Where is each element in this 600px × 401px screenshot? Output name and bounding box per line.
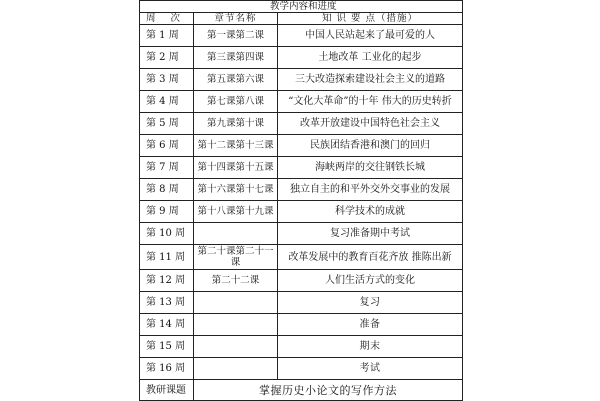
week-cell: 第 1 周 xyxy=(140,25,194,47)
points-cell: 复习准备期中考试 xyxy=(278,223,463,245)
table-row xyxy=(140,314,463,336)
chapter-cell: 第三课第四课 xyxy=(194,47,278,69)
week-cell: 第 13 周 xyxy=(140,292,194,314)
header-week: 周 次 xyxy=(140,13,194,25)
table-row xyxy=(140,358,463,380)
chapter-cell: 第五课第六课 xyxy=(194,69,278,91)
points-cell: 土地改革 工业化的起步 xyxy=(278,47,463,69)
points-cell: 准备 xyxy=(278,314,463,336)
week-cell: 第 14 周 xyxy=(140,314,194,336)
chapter-cell xyxy=(194,336,278,358)
points-cell: 期末 xyxy=(278,336,463,358)
points-cell: 复习 xyxy=(278,292,463,314)
table-row xyxy=(140,223,463,245)
table-row xyxy=(140,179,463,201)
chapter-cell: 第二十课第二十一课 xyxy=(194,245,278,270)
points-cell: 考试 xyxy=(278,358,463,380)
week-cell: 第 4 周 xyxy=(140,91,194,113)
table-row xyxy=(140,245,463,270)
chapter-cell xyxy=(194,292,278,314)
table-row xyxy=(140,201,463,223)
week-cell: 第 3 周 xyxy=(140,69,194,91)
research-topic: 掌握历史小论文的写作方法 xyxy=(194,380,463,401)
table-row xyxy=(140,157,463,179)
chapter-cell: 第一课第二课 xyxy=(194,25,278,47)
table-row xyxy=(140,113,463,135)
week-cell: 第 5 周 xyxy=(140,113,194,135)
title-row xyxy=(140,1,463,13)
chapter-cell xyxy=(194,358,278,380)
chapter-cell: 第十六课第十七课 xyxy=(194,179,278,201)
header-chapter: 章节名称 xyxy=(194,13,278,25)
points-cell: 中国人民站起来了最可爱的人 xyxy=(278,25,463,47)
chapter-cell: 第十四课第十五课 xyxy=(194,157,278,179)
table-title: 教学内容和进度 xyxy=(140,1,463,13)
table-row xyxy=(140,135,463,157)
table-row xyxy=(140,47,463,69)
week-cell: 第 2 周 xyxy=(140,47,194,69)
chapter-cell: 第七课第八课 xyxy=(194,91,278,113)
points-cell: “文化大革命”的十年 伟大的历史转折 xyxy=(278,91,463,113)
header-row xyxy=(140,13,463,25)
week-cell: 第 16 周 xyxy=(140,358,194,380)
week-cell: 第 9 周 xyxy=(140,201,194,223)
header-points: 知 识 要 点（措施） xyxy=(278,13,463,25)
points-cell: 人们生活方式的变化 xyxy=(278,270,463,292)
points-cell: 海峡两岸的交往钢铁长城 xyxy=(278,157,463,179)
points-cell: 独立自主的和平外交外交事业的发展 xyxy=(278,179,463,201)
points-cell: 三大改造探索建设社会主义的道路 xyxy=(278,69,463,91)
schedule-table xyxy=(139,0,463,401)
week-cell: 第 10 周 xyxy=(140,223,194,245)
chapter-cell: 第二十二课 xyxy=(194,270,278,292)
table-row xyxy=(140,91,463,113)
points-cell: 改革开放建设中国特色社会主义 xyxy=(278,113,463,135)
points-cell: 改革发展中的教育百花齐放 推陈出新 xyxy=(278,245,463,270)
week-cell: 第 12 周 xyxy=(140,270,194,292)
chapter-cell: 第九课第十课 xyxy=(194,113,278,135)
chapter-cell xyxy=(194,314,278,336)
week-cell: 第 6 周 xyxy=(140,135,194,157)
research-label: 教研课题 xyxy=(140,380,194,401)
points-cell: 民族团结香港和澳门的回归 xyxy=(278,135,463,157)
table-row xyxy=(140,292,463,314)
chapter-cell: 第十八课第十九课 xyxy=(194,201,278,223)
table-row xyxy=(140,25,463,47)
week-cell: 第 8 周 xyxy=(140,179,194,201)
research-row xyxy=(140,380,463,401)
table-row xyxy=(140,69,463,91)
chapter-cell xyxy=(194,223,278,245)
week-cell: 第 11 周 xyxy=(140,245,194,270)
points-cell: 科学技术的成就 xyxy=(278,201,463,223)
week-cell: 第 7 周 xyxy=(140,157,194,179)
chapter-cell: 第十二课第十三课 xyxy=(194,135,278,157)
table-row xyxy=(140,336,463,358)
table-row xyxy=(140,270,463,292)
week-cell: 第 15 周 xyxy=(140,336,194,358)
